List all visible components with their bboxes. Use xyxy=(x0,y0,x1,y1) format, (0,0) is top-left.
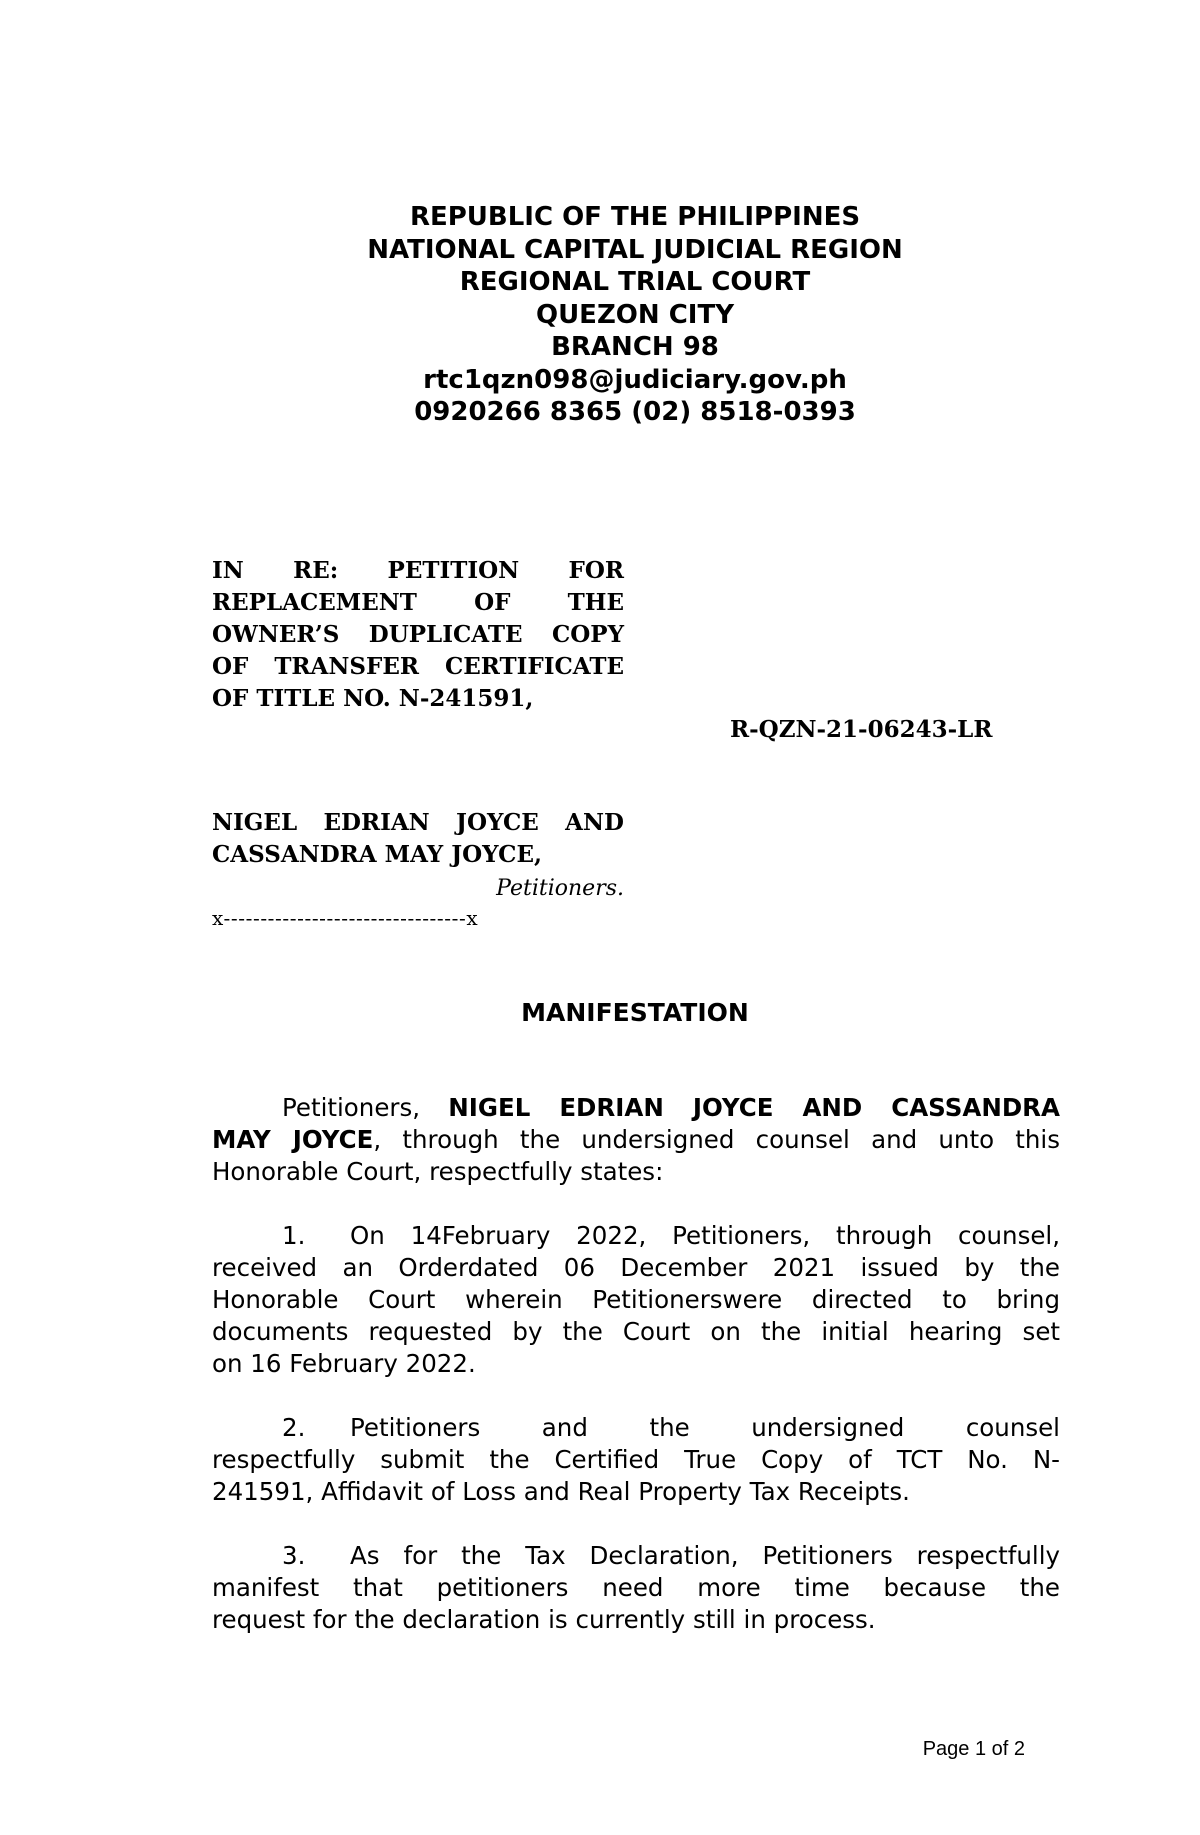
header-court: REGIONAL TRIAL COURT xyxy=(459,267,811,297)
party-role: Petitioners. xyxy=(496,876,624,901)
paragraph-line: 3. As for the Tax Declaration, Petitioners respectfully xyxy=(282,1541,1060,1570)
court-header xyxy=(0,201,1200,429)
intro-paragraph xyxy=(212,1092,1060,1188)
petitioner-names: MAY JOYCE xyxy=(212,1125,374,1154)
caption-line: REPLACEMENT OF THE xyxy=(212,589,624,616)
numbered-paragraph xyxy=(212,1540,1060,1636)
intro-line-2 xyxy=(212,1124,1060,1156)
case-caption xyxy=(212,555,624,715)
intro-prefix: Petitioners, xyxy=(282,1093,449,1122)
paragraph-line: 2. Petitioners and the undersigned counsel xyxy=(282,1413,1060,1442)
paragraph-line: manifest that petitioners need more time because the xyxy=(212,1573,1060,1602)
paragraph-line: on 16 February 2022. xyxy=(212,1349,476,1378)
header-city: QUEZON CITY xyxy=(535,299,735,330)
header-email: rtc1qzn098@judiciary.gov.ph xyxy=(423,364,847,395)
paragraph-line: respectfully submit the Certified True Copy of TCT No. N- xyxy=(212,1445,1060,1474)
document-title: MANIFESTATION xyxy=(521,998,749,1027)
paragraph-line: received an Orderdated 06 December 2021 issued by the xyxy=(212,1253,1060,1282)
caption-line: OWNER’S DUPLICATE COPY xyxy=(212,621,624,648)
paragraph-line: documents requested by the Court on the initial hearing set xyxy=(212,1317,1060,1346)
parties-line: NIGEL EDRIAN JOYCE AND xyxy=(212,809,624,836)
paragraph-line: request for the declaration is currently still in process. xyxy=(212,1605,876,1634)
numbered-paragraph xyxy=(212,1412,1060,1508)
page-number: Page 1 of 2 xyxy=(922,1738,1025,1760)
caption-line: OF TRANSFER CERTIFICATE xyxy=(212,653,624,680)
paragraph-number: 3. xyxy=(282,1541,306,1570)
caption-line: IN RE: PETITION FOR xyxy=(212,557,624,584)
caption-line: OF TITLE NO. N-241591, xyxy=(212,685,534,712)
paragraph-line: 241591, Affidavit of Loss and Real Property Tax Receipts. xyxy=(212,1477,910,1506)
parties-line: CASSANDRA MAY JOYCE, xyxy=(212,841,543,868)
case-number: R-QZN-21-06243-LR xyxy=(730,716,993,743)
header-phones: 0920266 8365 (02) 8518-0393 xyxy=(414,397,856,427)
header-region: NATIONAL CAPITAL JUDICIAL REGION xyxy=(367,234,903,265)
intro-text: , through the undersigned counsel and unto this xyxy=(373,1125,1061,1154)
paragraph-line: Honorable Court wherein Petitionerswere directed to bring xyxy=(212,1285,1060,1314)
parties xyxy=(212,807,624,871)
paragraph-number: 1. xyxy=(282,1221,306,1250)
paragraph-line: 1. On 14February 2022, Petitioners, through counsel, xyxy=(282,1221,1060,1250)
header-branch: BRANCH 98 xyxy=(551,332,719,362)
numbered-paragraph xyxy=(212,1220,1060,1380)
header-republic: REPUBLIC OF THE PHILIPPINES xyxy=(409,202,861,232)
caption-separator: x---------------------------------x xyxy=(212,906,479,930)
intro-line-3: Honorable Court, respectfully states: xyxy=(212,1157,664,1186)
intro-line-1 xyxy=(212,1092,1060,1124)
petitioner-names: NIGEL EDRIAN JOYCE AND CASSANDRA xyxy=(448,1093,1060,1122)
paragraph-number: 2. xyxy=(282,1413,306,1442)
